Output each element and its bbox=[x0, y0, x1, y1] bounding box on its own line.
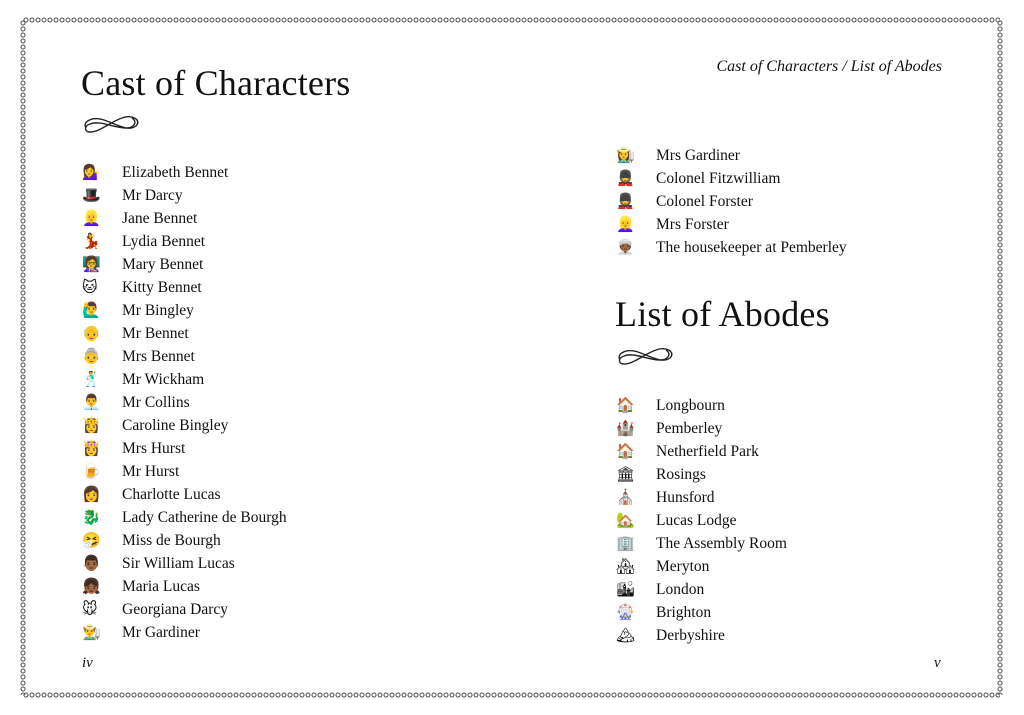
woman-teacher-icon: 👩‍🏫 bbox=[82, 255, 101, 273]
dancer-icon: 💃 bbox=[82, 232, 101, 250]
list-item: 👧🏾 Maria Lucas bbox=[82, 575, 287, 598]
list-item: 👱‍♀️ Jane Bennet bbox=[82, 207, 287, 230]
cat-face-icon: 🐱 bbox=[82, 278, 98, 296]
list-item: 🏰 Pemberley bbox=[616, 417, 787, 440]
list-item: 🏡 Lucas Lodge bbox=[616, 509, 787, 532]
list-item: 🎩 Mr Darcy bbox=[82, 184, 287, 207]
person-raising-hand-icon: 🙋‍♂️ bbox=[82, 301, 101, 319]
list-item: 👨‍💼 Mr Collins bbox=[82, 391, 287, 414]
guard-icon: 💂 bbox=[616, 192, 635, 210]
border-right bbox=[997, 20, 1003, 695]
cityscape-icon: 🏙 bbox=[616, 580, 636, 598]
man-face-icon: 👨🏾 bbox=[82, 554, 101, 572]
mountain-icon: 🏔 bbox=[616, 626, 636, 644]
cast-list-left bbox=[82, 161, 287, 644]
list-item: 👩‍🏫 Mary Bennet bbox=[82, 253, 287, 276]
list-item: ⛪ Hunsford bbox=[616, 486, 787, 509]
ferris-wheel-icon: 🎡 bbox=[616, 603, 635, 621]
farmer-icon: 👨‍🌾 bbox=[82, 623, 101, 641]
list-item: 👱‍♀️ Mrs Forster bbox=[616, 213, 847, 236]
page-number-right: v bbox=[934, 655, 941, 671]
border-bottom bbox=[23, 692, 1000, 698]
list-item: 👨‍🌾 Mr Gardiner bbox=[82, 621, 287, 644]
list-item: 👴 Mr Bennet bbox=[82, 322, 287, 345]
house-icon: 🏠 bbox=[616, 396, 635, 414]
list-item: 💁‍♀️ Elizabeth Bennet bbox=[82, 161, 287, 184]
woman-icon: 👩 bbox=[82, 485, 101, 503]
abodes-title: List of Abodes bbox=[615, 294, 830, 334]
woman-tipping-hand-icon: 💁‍♀️ bbox=[82, 163, 101, 181]
beer-mug-icon: 🍺 bbox=[82, 462, 101, 480]
woman-farmer-icon: 👩‍🌾 bbox=[616, 146, 635, 164]
list-item: 💂 Colonel Forster bbox=[616, 190, 847, 213]
list-item: 👵 Mrs Bennet bbox=[82, 345, 287, 368]
princess-icon: 👸 bbox=[82, 416, 101, 434]
list-item: 🏘 Meryton bbox=[616, 555, 787, 578]
list-item: 👨🏾 Sir William Lucas bbox=[82, 552, 287, 575]
abodes-list bbox=[616, 394, 787, 647]
list-item: 🏔 Derbyshire bbox=[616, 624, 787, 647]
list-item: 👩 Charlotte Lucas bbox=[82, 483, 287, 506]
house-icon: 🏠 bbox=[616, 442, 635, 460]
classical-building-icon: 🏛 bbox=[616, 465, 636, 483]
list-item: 🏢 The Assembly Room bbox=[616, 532, 787, 555]
list-item: 🏠 Netherfield Park bbox=[616, 440, 787, 463]
princess-icon: 👸 bbox=[82, 439, 101, 457]
list-item: 🤧 Miss de Bourgh bbox=[82, 529, 287, 552]
castle-icon: 🏰 bbox=[616, 419, 635, 437]
list-item: 🏛 Rosings bbox=[616, 463, 787, 486]
woman-blond-icon: 👱‍♀️ bbox=[616, 215, 635, 233]
older-man-icon: 👴 bbox=[82, 324, 101, 342]
list-item: 🐉 Lady Catherine de Bourgh bbox=[82, 506, 287, 529]
list-item: 👸 Mrs Hurst bbox=[82, 437, 287, 460]
office-building-icon: 🏢 bbox=[616, 534, 635, 552]
list-item: 🏙 London bbox=[616, 578, 787, 601]
cast-title: Cast of Characters bbox=[81, 63, 351, 103]
list-item: 🎡 Brighton bbox=[616, 601, 787, 624]
mouse-face-icon: 🐭 bbox=[82, 600, 98, 618]
list-item: 🐱 Kitty Bennet bbox=[82, 276, 287, 299]
list-item: 👸 Caroline Bingley bbox=[82, 414, 287, 437]
list-item: 👩‍🌾 Mrs Gardiner bbox=[616, 144, 847, 167]
flourish-ornament-icon bbox=[614, 342, 676, 370]
house-with-garden-icon: 🏡 bbox=[616, 511, 635, 529]
list-item: 👳🏾‍♀️ The housekeeper at Pemberley bbox=[616, 236, 847, 259]
list-item: 🍺 Mr Hurst bbox=[82, 460, 287, 483]
guard-icon: 💂 bbox=[616, 169, 635, 187]
flourish-ornament-icon bbox=[80, 110, 142, 138]
list-item: 🐭 Georgiana Darcy bbox=[82, 598, 287, 621]
dragon-icon: 🐉 bbox=[82, 508, 101, 526]
list-item: 💂 Colonel Fitzwilliam bbox=[616, 167, 847, 190]
cast-list-right bbox=[616, 144, 847, 259]
person-with-turban-icon: 👳🏾‍♀️ bbox=[616, 238, 635, 256]
list-item: 💃 Lydia Bennet bbox=[82, 230, 287, 253]
houses-icon: 🏘 bbox=[616, 557, 636, 575]
blond-woman-icon: 👱‍♀️ bbox=[82, 209, 101, 227]
list-item: 🙋‍♂️ Mr Bingley bbox=[82, 299, 287, 322]
girl-icon: 👧🏾 bbox=[82, 577, 101, 595]
border-top bbox=[23, 17, 1000, 23]
sneezing-face-icon: 🤧 bbox=[82, 531, 101, 549]
older-woman-icon: 👵 bbox=[82, 347, 101, 365]
church-icon: ⛪ bbox=[616, 488, 635, 506]
list-item: 🏠 Longbourn bbox=[616, 394, 787, 417]
border-left bbox=[20, 20, 26, 695]
page-number-left: iv bbox=[82, 655, 93, 671]
running-head: Cast of Characters / List of Abodes bbox=[716, 58, 942, 75]
list-item: 🕺 Mr Wickham bbox=[82, 368, 287, 391]
man-office-worker-icon: 👨‍💼 bbox=[82, 393, 101, 411]
top-hat-icon: 🎩 bbox=[82, 186, 101, 204]
man-dancing-icon: 🕺 bbox=[82, 370, 101, 388]
